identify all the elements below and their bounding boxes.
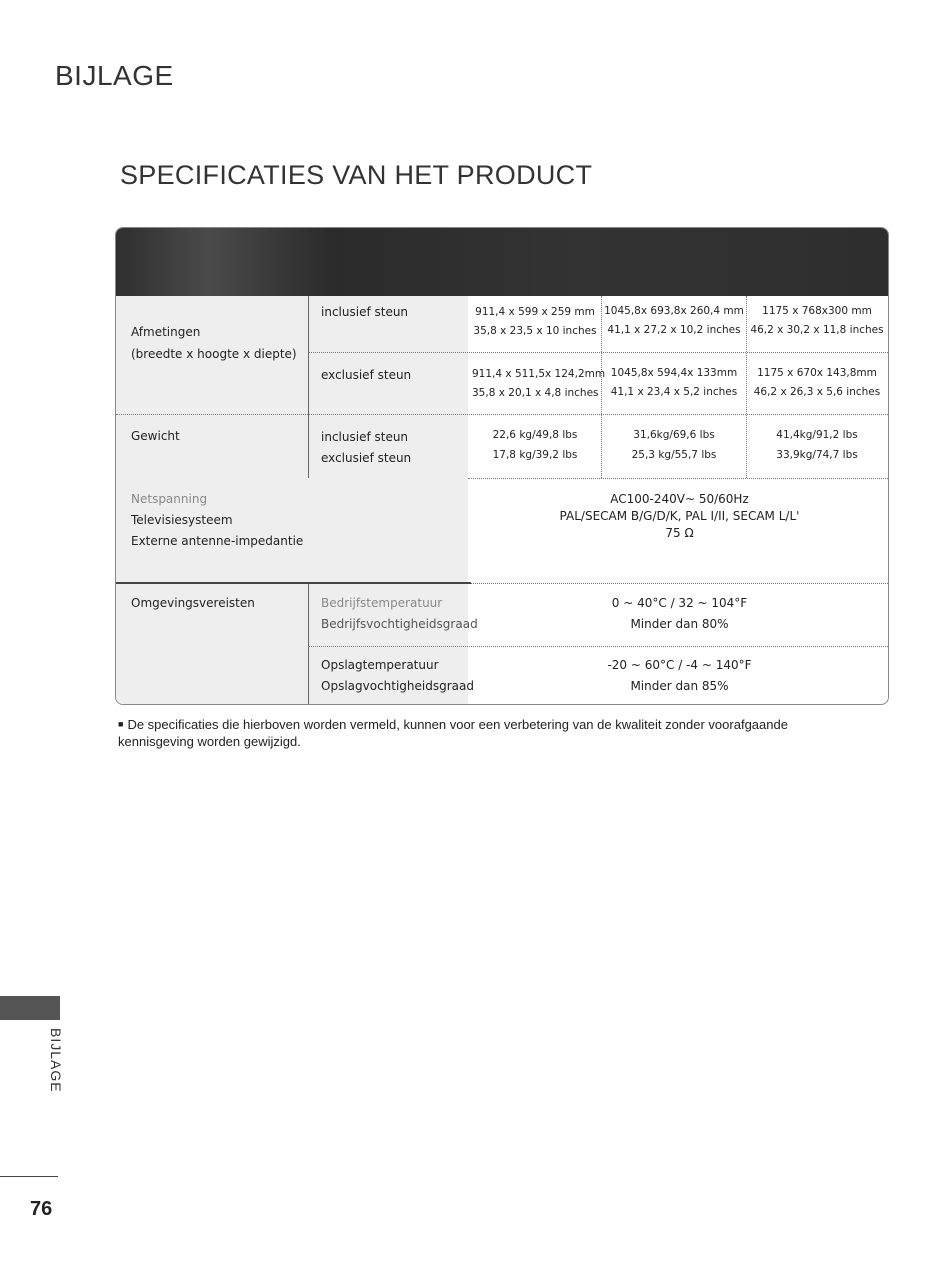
spec-table bbox=[115, 227, 889, 705]
row-divider bbox=[308, 646, 888, 647]
footnote-text: De specificaties die hierboven worden vermeld, kunnen voor een verbetering van de kwaliteit zonder voorafgaande kennisgeving worden gewijzigd. bbox=[118, 717, 788, 749]
column-divider bbox=[601, 296, 602, 478]
power-label: Netspanning bbox=[131, 492, 208, 506]
dimensions-label: Afmetingen bbox=[131, 325, 201, 339]
operating-humidity-label: Bedrijfsvochtigheidsgraad bbox=[321, 617, 478, 631]
tv-system-label: Televisiesysteem bbox=[131, 513, 233, 527]
dim-without-mm: 1175 x 670x 143,8mm bbox=[757, 367, 877, 379]
page-rule bbox=[0, 1176, 58, 1177]
weight-without-value: 25,3 kg/55,7 lbs bbox=[631, 449, 717, 461]
weight-without-value: 33,9kg/74,7 lbs bbox=[776, 449, 858, 461]
weight-with-value: 41,4kg/91,2 lbs bbox=[776, 429, 858, 441]
page-number: 76 bbox=[30, 1198, 53, 1220]
row-divider bbox=[308, 352, 888, 353]
power-value: AC100-240V~ 50/60Hz bbox=[610, 492, 749, 506]
storage-temp-label: Opslagtemperatuur bbox=[321, 658, 439, 672]
column-divider bbox=[746, 296, 747, 478]
section-title: BIJLAGE bbox=[55, 60, 174, 91]
dim-with-inch: 35,8 x 23,5 x 10 inches bbox=[473, 325, 597, 337]
weight-with-value: 31,6kg/69,6 lbs bbox=[633, 429, 715, 441]
environment-label: Omgevingsvereisten bbox=[131, 596, 255, 610]
dim-with-inch: 41,1 x 27,2 x 10,2 inches bbox=[607, 324, 741, 336]
dim-with-mm: 1045,8x 693,8x 260,4 mm bbox=[604, 305, 744, 317]
antenna-value: 75 Ω bbox=[665, 526, 694, 540]
side-tab bbox=[0, 996, 60, 1020]
weight-without-stand-label: exclusief steun bbox=[321, 451, 412, 465]
footnote bbox=[118, 716, 838, 750]
bullet-icon: ■ bbox=[118, 719, 124, 729]
row-divider bbox=[116, 414, 888, 415]
weight-without-value: 17,8 kg/39,2 lbs bbox=[492, 449, 578, 461]
storage-humidity-label: Opslagvochtigheidsgraad bbox=[321, 679, 474, 693]
page-heading: SPECIFICATIES VAN HET PRODUCT bbox=[120, 160, 593, 190]
column-divider bbox=[308, 584, 309, 704]
side-section-label: BIJLAGE bbox=[48, 1028, 64, 1093]
operating-humidity-value: Minder dan 80% bbox=[630, 617, 729, 631]
row-divider bbox=[468, 478, 888, 479]
weight-with-stand-label: inclusief steun bbox=[321, 430, 409, 444]
dim-without-inch: 46,2 x 26,3 x 5,6 inches bbox=[753, 386, 881, 398]
operating-temp-label: Bedrijfstemperatuur bbox=[321, 596, 443, 610]
dim-with-mm: 911,4 x 599 x 259 mm bbox=[475, 306, 595, 318]
column-divider bbox=[308, 296, 309, 478]
row-divider bbox=[468, 583, 888, 584]
spec-table-header bbox=[116, 228, 888, 296]
with-stand-label: inclusief steun bbox=[321, 305, 409, 319]
dim-without-inch: 41,1 x 23,4 x 5,2 inches bbox=[610, 386, 738, 398]
dim-without-mm: 1045,8x 594,4x 133mm bbox=[610, 367, 738, 379]
dim-without-inch: 35,8 x 20,1 x 4,8 inches bbox=[472, 387, 599, 399]
dim-with-inch: 46,2 x 30,2 x 11,8 inches bbox=[750, 324, 884, 336]
weight-with-value: 22,6 kg/49,8 lbs bbox=[492, 429, 578, 441]
dimensions-sublabel: (breedte x hoogte x diepte) bbox=[131, 347, 297, 361]
operating-temp-value: 0 ~ 40°C / 32 ~ 104°F bbox=[611, 596, 748, 610]
weight-label: Gewicht bbox=[131, 429, 180, 443]
storage-temp-value: -20 ~ 60°C / -4 ~ 140°F bbox=[607, 658, 752, 672]
storage-humidity-value: Minder dan 85% bbox=[630, 679, 729, 693]
section-divider bbox=[116, 582, 471, 584]
dim-with-mm: 1175 x 768x300 mm bbox=[762, 305, 872, 317]
tv-system-value: PAL/SECAM B/G/D/K, PAL I/II, SECAM L/L' bbox=[559, 509, 800, 523]
antenna-label: Externe antenne-impedantie bbox=[131, 534, 304, 548]
without-stand-label: exclusief steun bbox=[321, 368, 412, 382]
dim-without-mm: 911,4 x 511,5x 124,2mm bbox=[472, 368, 606, 380]
